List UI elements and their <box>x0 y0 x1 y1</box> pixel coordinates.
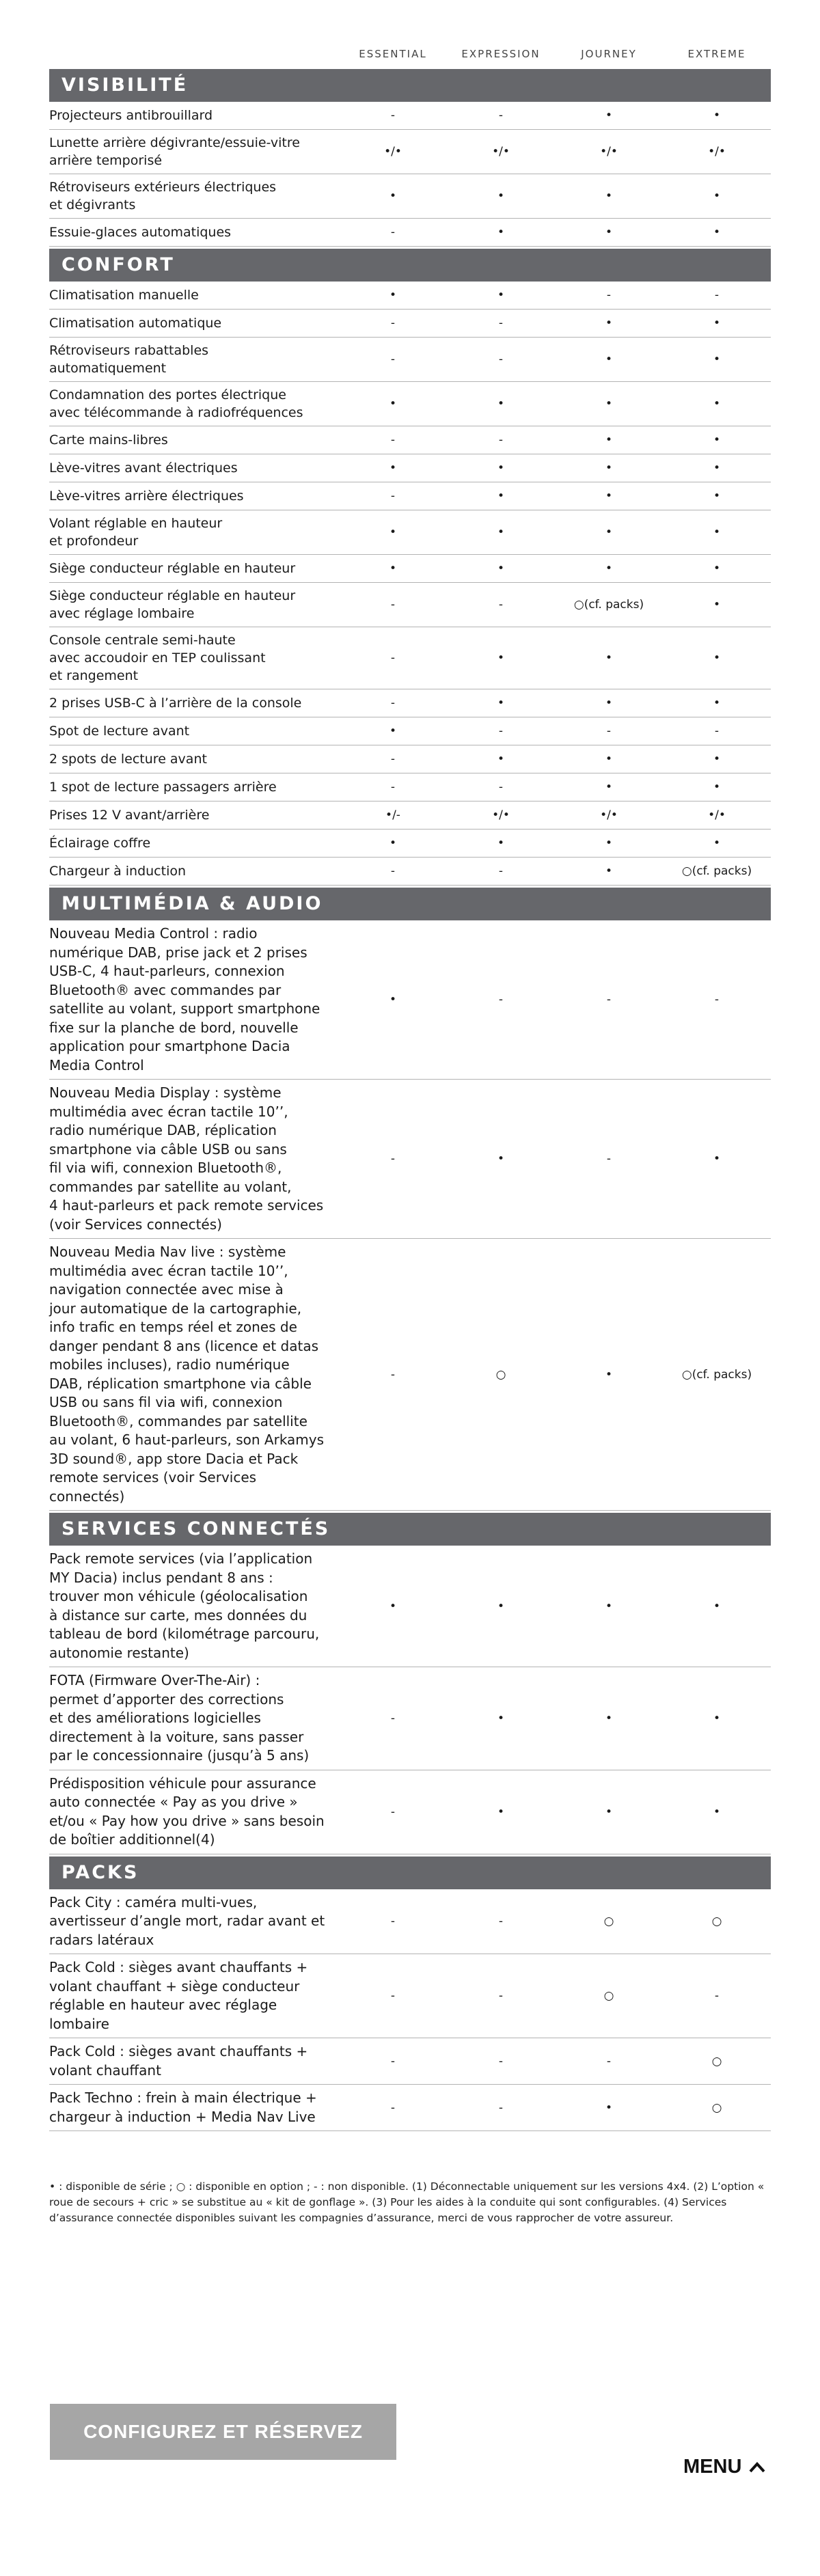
row-value-expression: • <box>497 1805 505 1819</box>
row-value-journey: • <box>605 651 613 665</box>
row-value-journey: - <box>606 724 612 738</box>
table-row <box>49 745 771 773</box>
row-value-essential: - <box>390 1989 396 2003</box>
row-value-journey: • <box>605 525 613 539</box>
row-value-expression: - <box>498 1989 504 2003</box>
row-value-essential: - <box>390 2054 396 2068</box>
row-label: FOTA (Firmware Over-The-Air) : permet d’apporter des corrections et des améliorations logicielles directement à la voiture, sans passer par le concessionnaire (jusqu’à 5 ans) <box>49 1672 310 1764</box>
section-header: MULTIMÉDIA & AUDIO <box>49 888 771 920</box>
row-value-essential: - <box>390 353 396 366</box>
row-value-essential: - <box>390 1711 396 1725</box>
table-row <box>49 102 771 130</box>
row-value-expression: • <box>497 1599 505 1613</box>
row-value-expression: • <box>497 288 505 302</box>
row-value-expression: • <box>497 461 505 475</box>
row-value-extreme: ○ <box>711 2054 722 2068</box>
row-value-extreme: • <box>713 225 721 239</box>
row-value-extreme: • <box>713 353 721 366</box>
table-row <box>49 1889 771 1955</box>
row-value-journey: • <box>605 2100 613 2115</box>
table-row <box>49 717 771 745</box>
row-value-journey: - <box>606 2054 612 2068</box>
row-value-journey: ○ <box>603 1989 614 2003</box>
row-value-essential: - <box>390 433 396 447</box>
row-value-essential: • <box>389 993 397 1006</box>
table-row <box>49 555 771 583</box>
row-label: 2 prises USB-C à l’arrière de la console <box>49 696 302 711</box>
table-row <box>49 454 771 482</box>
row-value-expression: - <box>498 2100 504 2115</box>
table-row <box>49 1239 771 1511</box>
row-label: Chargeur à induction <box>49 864 187 879</box>
row-value-journey: ○(cf. packs) <box>573 598 644 612</box>
menu-button[interactable] <box>683 2456 766 2478</box>
row-value-journey: • <box>605 780 613 794</box>
row-label: Volant réglable en hauteur et profondeur <box>49 516 223 549</box>
row-value-extreme: • <box>713 1152 721 1166</box>
table-row <box>49 382 771 426</box>
row-value-essential: • <box>389 397 397 411</box>
legend-footnote: • : disponible de série ; ○ : disponible en option ; - : non disponible. (1) Déconnectable uniquement sur les versions 4x4. (2) L’option « roue de secours + cric » se substitue au « kit de gonflage ». (3) Pour les aides à la conduite qui sont configurables. (4) Services d’assurance connectée disponibles suivant les compagnies d’assurance, merci de vous rapprocher de votre assureur. <box>49 2180 765 2224</box>
row-value-extreme: • <box>713 109 721 122</box>
row-value-extreme: • <box>713 598 721 612</box>
table-row <box>49 482 771 510</box>
row-value-journey: - <box>606 1152 612 1166</box>
row-value-expression: • <box>497 1711 505 1725</box>
row-label: Lève-vitres arrière électriques <box>49 489 244 504</box>
row-label: Prises 12 V avant/arrière <box>49 808 210 823</box>
table-row <box>49 174 771 219</box>
row-value-journey: • <box>605 353 613 366</box>
row-label: Siège conducteur réglable en hauteur <box>49 561 296 576</box>
row-value-extreme: • <box>713 461 721 475</box>
row-value-journey: • <box>605 489 613 503</box>
row-value-essential: - <box>390 1914 396 1928</box>
row-value-journey: • <box>605 836 613 850</box>
row-value-expression: •/• <box>492 808 510 822</box>
row-value-expression: • <box>497 1152 505 1166</box>
row-label: Nouveau Media Control : radio numérique DAB, prise jack et 2 prises USB-C, 4 haut-parleurs, connexion Bluetooth® avec commandes par satellite au volant, support smartphone fixe sur la planche de bord, nouvelle application pour smartphone Dacia Media Control <box>49 925 320 1073</box>
row-value-essential: - <box>390 780 396 794</box>
row-value-journey: • <box>605 189 613 203</box>
table-row <box>49 2085 771 2131</box>
table-row <box>49 1770 771 1854</box>
section-header: SERVICES CONNECTÉS <box>49 1513 771 1546</box>
row-value-journey: • <box>605 1599 613 1613</box>
table-row <box>49 2038 771 2085</box>
row-value-journey: • <box>605 461 613 475</box>
table-row <box>49 858 771 886</box>
row-value-expression: - <box>498 724 504 738</box>
row-value-essential: - <box>390 1367 396 1382</box>
row-value-essential: • <box>389 562 397 575</box>
row-value-expression: - <box>498 993 504 1006</box>
row-value-extreme: • <box>713 433 721 447</box>
row-label: Spot de lecture avant <box>49 724 190 739</box>
row-value-journey: • <box>605 696 613 710</box>
row-value-essential: • <box>389 461 397 475</box>
row-value-essential: • <box>389 1599 397 1613</box>
row-value-essential: •/- <box>385 808 400 822</box>
row-value-essential: - <box>390 489 396 503</box>
row-value-extreme: •/• <box>708 145 726 159</box>
menu-label: MENU <box>683 2456 742 2478</box>
row-value-essential: - <box>390 696 396 710</box>
row-label: Pack remote services (via l’application MY Dacia) inclus pendant 8 ans : trouver mon véhicule (géolocalisation à distance sur carte, mes données du tableau de bord (kilométrage parcouru, autonomie restante) <box>49 1550 320 1661</box>
row-value-extreme: ○(cf. packs) <box>681 1367 752 1382</box>
table-row <box>49 338 771 382</box>
table-row <box>49 310 771 338</box>
row-value-journey: • <box>605 1711 613 1725</box>
section-header: PACKS <box>49 1856 771 1889</box>
row-value-journey: • <box>605 109 613 122</box>
row-value-essential: • <box>389 525 397 539</box>
row-value-extreme: • <box>713 489 721 503</box>
row-label: Pack Cold : sièges avant chauffants + volant chauffant <box>49 2043 308 2079</box>
row-value-essential: - <box>390 598 396 612</box>
row-value-journey: • <box>605 562 613 575</box>
column-header-row <box>49 41 771 67</box>
row-label: Climatisation automatique <box>49 316 222 331</box>
row-value-journey: • <box>605 1367 613 1382</box>
table-row <box>49 920 771 1080</box>
row-value-journey: - <box>606 993 612 1006</box>
row-value-expression: - <box>498 780 504 794</box>
row-value-extreme: - <box>714 724 720 738</box>
table-row <box>49 627 771 689</box>
row-value-essential: • <box>389 189 397 203</box>
table-row <box>49 1546 771 1667</box>
row-label: 2 spots de lecture avant <box>49 752 207 767</box>
table-row <box>49 1954 771 2038</box>
row-value-essential: - <box>390 1805 396 1819</box>
row-label: Essuie-glaces automatiques <box>49 225 232 240</box>
row-value-expression: - <box>498 433 504 447</box>
row-value-expression: • <box>497 189 505 203</box>
row-value-expression: - <box>498 353 504 366</box>
row-value-essential: - <box>390 2100 396 2115</box>
row-value-extreme: • <box>713 562 721 575</box>
row-value-extreme: - <box>714 993 720 1006</box>
row-value-extreme: ○ <box>711 2100 722 2115</box>
row-value-extreme: • <box>713 696 721 710</box>
row-label: Projecteurs antibrouillard <box>49 108 213 123</box>
table-row <box>49 1080 771 1239</box>
row-label: Pack Cold : sièges avant chauffants + volant chauffant + siège conducteur réglable en hauteur avec réglage lombaire <box>49 1959 308 2032</box>
table-body <box>49 69 771 2131</box>
row-value-essential: - <box>390 109 396 122</box>
table-row <box>49 130 771 174</box>
row-label: Lunette arrière dégivrante/essuie-vitre arrière temporisé <box>49 135 300 168</box>
row-label: Condamnation des portes électrique avec télécommande à radiofréquences <box>49 387 303 420</box>
row-label: Console centrale semi-haute avec accoudoir en TEP coulissant et rangement <box>49 633 266 683</box>
row-value-extreme: ○ <box>711 1914 722 1928</box>
table-row <box>49 773 771 801</box>
row-value-journey: • <box>605 397 613 411</box>
row-value-journey: •/• <box>600 145 618 159</box>
row-value-expression: - <box>498 864 504 878</box>
row-value-expression: - <box>498 109 504 122</box>
row-value-journey: •/• <box>600 808 618 822</box>
row-value-journey: ○ <box>603 1914 614 1928</box>
row-value-expression: • <box>497 489 505 503</box>
row-label: Climatisation manuelle <box>49 288 199 303</box>
table-row <box>49 219 771 247</box>
row-label: Prédisposition véhicule pour assurance auto connectée « Pay as you drive » et/ou « Pay how you drive » sans besoin de boîtier additionnel(4) <box>49 1775 325 1848</box>
row-label: Rétroviseurs extérieurs électriques et dégivrants <box>49 180 277 213</box>
row-label: Nouveau Media Display : système multimédia avec écran tactile 10’’, radio numérique DAB, réplication smartphone via câble USB ou sans fil via wifi, connexion Bluetooth®, commandes par satellite au volant, 4 haut-parleurs et pack remote services (voir Services connectés) <box>49 1084 324 1233</box>
row-value-expression: • <box>497 525 505 539</box>
row-value-essential: - <box>390 752 396 766</box>
configure-and-book-button[interactable]: CONFIGUREZ ET RÉSERVEZ <box>50 2404 396 2460</box>
row-value-essential: - <box>390 651 396 665</box>
row-value-journey: - <box>606 288 612 302</box>
row-value-extreme: • <box>713 189 721 203</box>
row-value-expression: • <box>497 397 505 411</box>
row-value-extreme: • <box>713 316 721 330</box>
row-value-extreme: • <box>713 397 721 411</box>
row-value-extreme: • <box>713 1711 721 1725</box>
row-value-expression: - <box>498 598 504 612</box>
row-label: Éclairage coffre <box>49 836 151 851</box>
table-row <box>49 583 771 627</box>
row-value-extreme: - <box>714 1989 720 2003</box>
row-value-journey: • <box>605 864 613 878</box>
column-header-extreme: EXTREME <box>687 48 746 60</box>
row-value-extreme: • <box>713 752 721 766</box>
row-label: Pack Techno : frein à main électrique + chargeur à induction + Media Nav Live <box>49 2089 317 2125</box>
row-value-extreme: ○(cf. packs) <box>681 864 752 878</box>
row-value-journey: • <box>605 433 613 447</box>
table-row <box>49 801 771 830</box>
table-row <box>49 830 771 858</box>
row-value-extreme: • <box>713 525 721 539</box>
row-value-journey: • <box>605 752 613 766</box>
row-value-expression: - <box>498 316 504 330</box>
row-value-essential: - <box>390 316 396 330</box>
section-header: VISIBILITÉ <box>49 69 771 102</box>
table-row <box>49 282 771 310</box>
row-value-expression: - <box>498 2054 504 2068</box>
row-value-extreme: - <box>714 288 720 302</box>
chevron-up-icon <box>748 2461 766 2474</box>
row-value-journey: • <box>605 225 613 239</box>
row-value-essential: • <box>389 836 397 850</box>
row-value-expression: • <box>497 225 505 239</box>
equipment-table <box>49 41 771 2226</box>
row-value-expression: - <box>498 1914 504 1928</box>
column-header-journey: JOURNEY <box>581 48 637 60</box>
row-value-extreme: • <box>713 1805 721 1819</box>
row-label: Pack City : caméra multi-vues, avertisseur d’angle mort, radar avant et radars latéraux <box>49 1893 325 1948</box>
table-row <box>49 426 771 454</box>
row-value-expression: • <box>497 836 505 850</box>
section-header: CONFORT <box>49 249 771 282</box>
column-header-expression: EXPRESSION <box>461 48 541 60</box>
table-row <box>49 689 771 717</box>
row-value-expression: • <box>497 562 505 575</box>
row-label: Lève-vitres avant électriques <box>49 461 238 476</box>
row-value-extreme: • <box>713 1599 721 1613</box>
row-value-extreme: • <box>713 651 721 665</box>
row-value-journey: • <box>605 1805 613 1819</box>
row-value-essential: - <box>390 864 396 878</box>
row-value-extreme: •/• <box>708 808 726 822</box>
row-value-essential: - <box>390 1152 396 1166</box>
row-value-essential: • <box>389 724 397 738</box>
row-value-essential: - <box>390 225 396 239</box>
row-label: Nouveau Media Nav live : système multimédia avec écran tactile 10’’, navigation connectée avec mise à jour automatique de la cartographie, info trafic en temps réel et zones de danger pendant 8 ans (licence et datas mobiles incluses), radio numérique DAB, réplication smartphone via câble USB ou sans fil via wifi, connexion Bluetooth®, commandes par satellite au volant, 6 haut-parleurs, son Arkamys 3D sound®, app store Dacia et Pack remote services (voir Services connectés) <box>49 1244 325 1505</box>
row-value-expression: • <box>497 752 505 766</box>
row-value-essential: • <box>389 288 397 302</box>
row-value-extreme: • <box>713 780 721 794</box>
row-label: 1 spot de lecture passagers arrière <box>49 780 277 795</box>
row-label: Carte mains-libres <box>49 433 168 448</box>
row-value-expression: •/• <box>492 145 510 159</box>
row-value-expression: ○ <box>495 1367 506 1382</box>
row-value-expression: • <box>497 651 505 665</box>
row-label: Rétroviseurs rabattables automatiquement <box>49 343 209 376</box>
table-row <box>49 1667 771 1770</box>
row-value-journey: • <box>605 316 613 330</box>
row-value-expression: • <box>497 696 505 710</box>
table-row <box>49 510 771 555</box>
row-value-extreme: • <box>713 836 721 850</box>
row-value-essential: •/• <box>384 145 402 159</box>
row-label: Siège conducteur réglable en hauteur avec réglage lombaire <box>49 588 296 621</box>
column-header-essential: ESSENTIAL <box>359 48 427 60</box>
